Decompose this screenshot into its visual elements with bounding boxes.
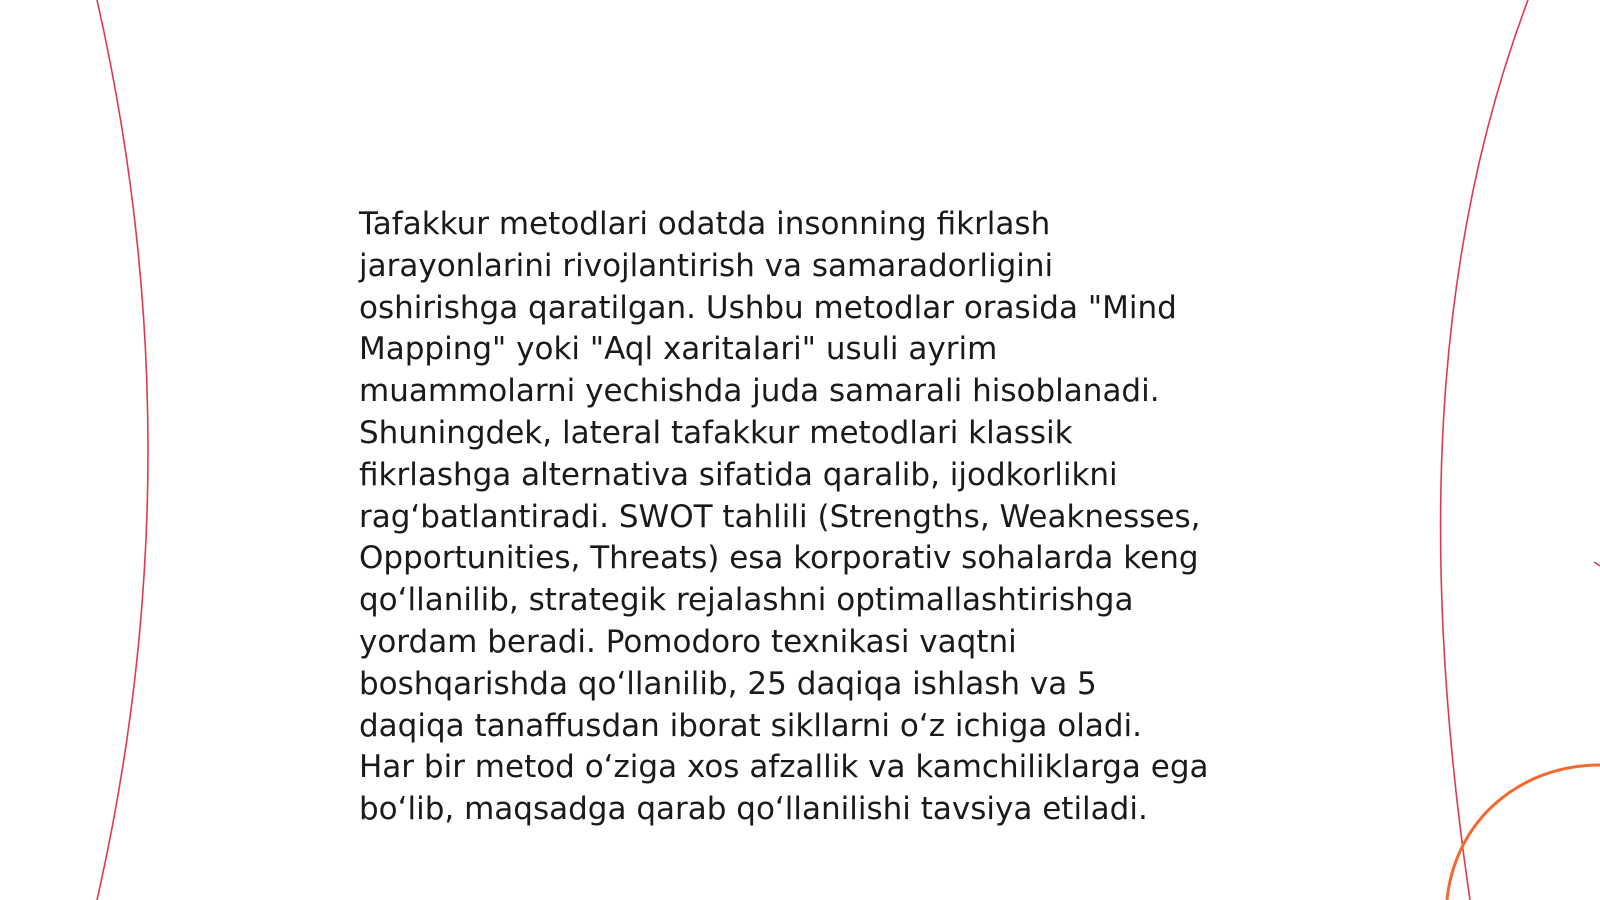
right-curve-line	[1441, 0, 1528, 900]
body-paragraph: Tafakkur metodlari odatda insonning fikrlash jarayonlarini rivojlantirish va samaradorligini oshirishga qaratilgan. Ushbu metodlar orasida "Mind Mapping" yoki "Aql xaritalari" usuli ayrim muammolarni yechishda juda samarali hisoblanadi. Shuningdek, lateral tafakkur metodlari klassik fikrlashga alternativa sifatida qaralib, ijodkorlikni rag‘batlantiradi. SWOT tahlili (Strengths, Weaknesses, Opportunities, Threats) esa korporativ sohalarda keng qo‘llanilib, strategik rejalashni optimallashtirishga yordam beradi. Pomodoro texnikasi vaqtni boshqarishda qo‘llanilib, 25 daqiqa ishlash va 5 daqiqa tanaffusdan iborat sikllarni o‘z ichiga oladi. Har bir metod o‘ziga xos afzallik va kamchiliklarga ega bo‘lib, maqsadga qarab qo‘llanilishi tavsiya etiladi.	[359, 206, 1209, 828]
orange-arc	[1447, 765, 1600, 900]
left-curve-line	[97, 0, 148, 900]
small-red-tick	[1594, 562, 1600, 566]
